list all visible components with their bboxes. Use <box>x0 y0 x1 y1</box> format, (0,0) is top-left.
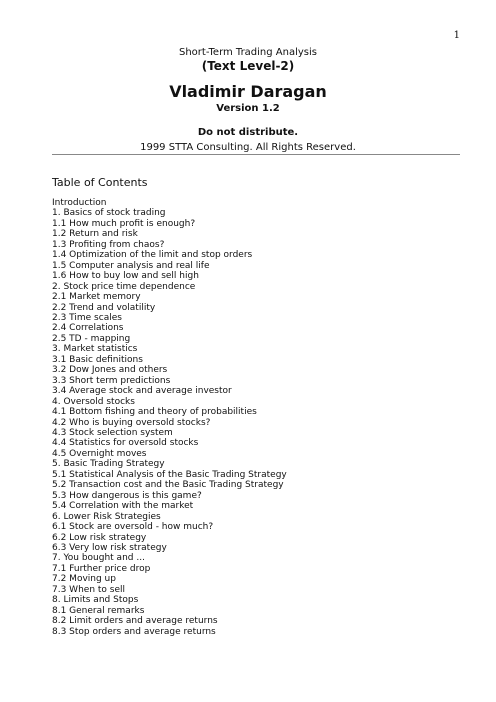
toc-entry: 7. You bought and ... <box>52 553 145 564</box>
toc-entry: 5.2 Transaction cost and the Basic Trading Strategy <box>52 480 284 491</box>
toc-entry: 6. Lower Risk Strategies <box>52 511 161 522</box>
toc-entry: 4. Oversold stocks <box>52 396 135 407</box>
author-name: Vladimir Daragan <box>169 82 327 101</box>
header-divider <box>52 154 460 155</box>
toc-entry: 1. Basics of stock trading <box>52 208 166 219</box>
toc-entry: 8. Limits and Stops <box>52 595 139 606</box>
toc-entry: 8.1 General remarks <box>52 605 145 616</box>
toc-entry: 3. Market statistics <box>52 344 138 355</box>
toc-entry: 6.2 Low risk strategy <box>52 532 147 543</box>
document-subtitle: Short-Term Trading Analysis <box>178 47 317 58</box>
toc-title: Table of Contents <box>52 176 148 189</box>
toc-entry: 7.2 Moving up <box>52 574 116 585</box>
text-level: (Text Level-2) <box>201 59 295 73</box>
toc-entry: 1.1 How much profit is enough? <box>52 218 196 229</box>
toc-entry: 3.1 Basic definitions <box>52 354 143 365</box>
toc-entry: 4.5 Overnight moves <box>52 448 147 459</box>
toc-entry: 6.1 Stock are oversold - how much? <box>52 522 214 533</box>
toc-entry: 4.2 Who is buying oversold stocks? <box>52 417 211 428</box>
toc-entry: 5.3 How dangerous is this game? <box>52 490 202 501</box>
toc-entry: 2.4 Correlations <box>52 323 124 334</box>
toc-entry: 2. Stock price time dependence <box>52 281 196 292</box>
distribution-notice: Do not distribute. <box>197 127 299 138</box>
toc-entry: 5. Basic Trading Strategy <box>52 459 165 470</box>
toc-entry: 2.5 TD - mapping <box>52 333 131 344</box>
toc-entry: 1.5 Computer analysis and real life <box>52 260 210 271</box>
toc-entry: 4.3 Stock selection system <box>52 427 173 438</box>
toc-entry: 1.4 Optimization of the limit and stop orders <box>52 250 253 261</box>
copyright-notice: 1999 STTA Consulting. All Rights Reserved. <box>140 142 356 153</box>
toc-entry: 3.4 Average stock and average investor <box>52 386 232 397</box>
toc-entry: 7.1 Further price drop <box>52 563 151 574</box>
toc-list <box>52 198 287 637</box>
toc-entry: 2.2 Trend and volatility <box>52 302 156 313</box>
toc-entry: 4.4 Statistics for oversold stocks <box>52 438 199 449</box>
toc-entry: 3.3 Short term predictions <box>52 375 171 386</box>
toc-entry: 1.2 Return and risk <box>52 229 138 240</box>
toc-entry: 1.3 Profiting from chaos? <box>52 239 165 250</box>
toc-entry: 4.1 Bottom fishing and theory of probabilities <box>52 407 257 418</box>
toc-entry: 2.1 Market memory <box>52 292 141 303</box>
toc-entry: 5.1 Statistical Analysis of the Basic Trading Strategy <box>52 469 287 480</box>
toc-entry: 5.4 Correlation with the market <box>52 501 194 512</box>
toc-entry: 6.3 Very low risk strategy <box>52 542 167 553</box>
toc-entry: 2.3 Time scales <box>52 312 122 323</box>
toc-entry: 8.2 Limit orders and average returns <box>52 616 218 627</box>
toc-entry: 3.2 Dow Jones and others <box>52 365 168 376</box>
version-label: Version 1.2 <box>216 103 280 114</box>
toc-entry: 7.3 When to sell <box>52 584 126 595</box>
document-header <box>0 46 496 154</box>
toc-entry: 1.6 How to buy low and sell high <box>52 271 199 282</box>
page-number: 1 <box>453 30 460 41</box>
toc-entry: Introduction <box>52 198 107 208</box>
toc-entry: 8.3 Stop orders and average returns <box>52 626 216 637</box>
